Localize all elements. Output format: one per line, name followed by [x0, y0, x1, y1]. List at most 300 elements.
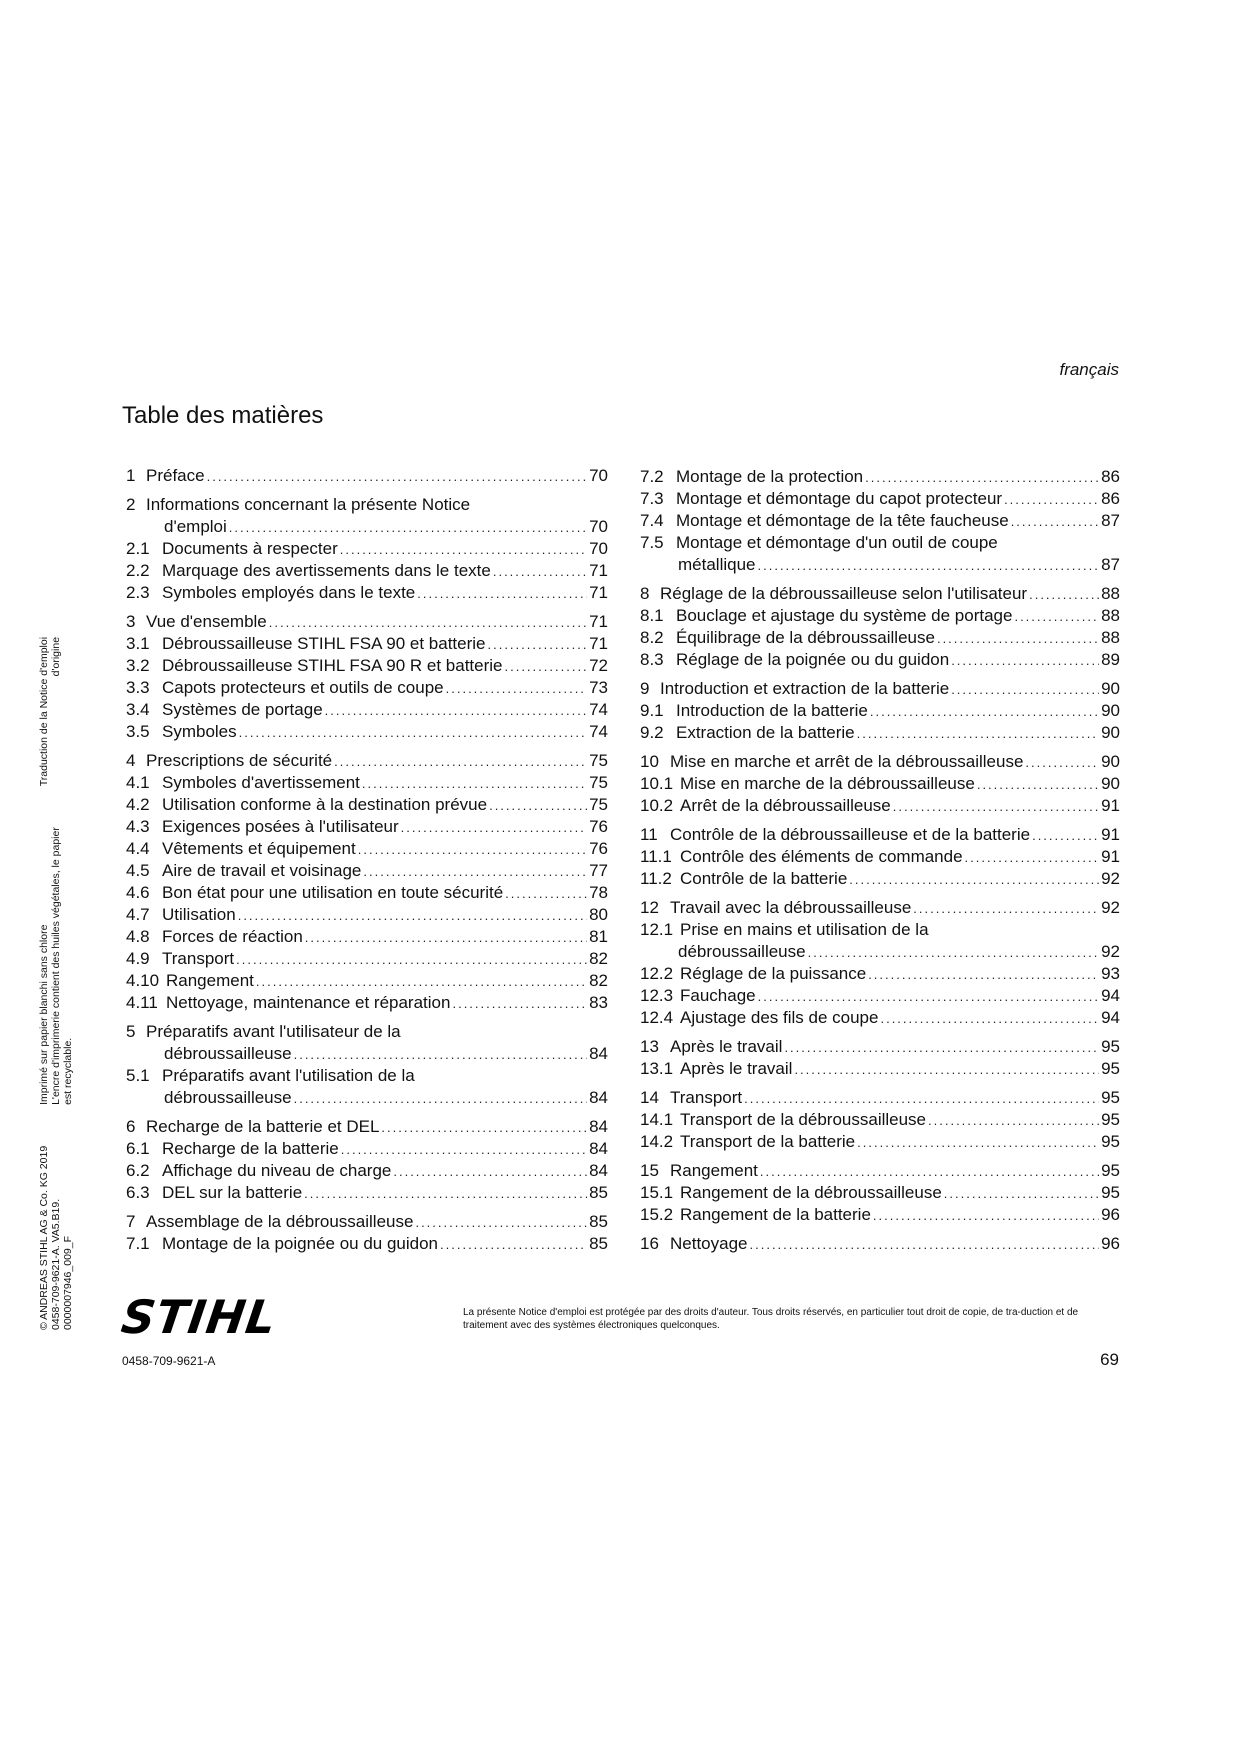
toc-entry-line — [126, 838, 608, 860]
toc-entry — [640, 1109, 1120, 1131]
page-title: Table des matières — [122, 402, 324, 429]
toc-number: 4.9 — [126, 949, 150, 968]
toc-number: 2.2 — [126, 561, 150, 580]
toc-page-number: 70 — [589, 539, 608, 558]
toc-number: 8.2 — [640, 628, 664, 647]
toc-entry-line — [640, 985, 1120, 1007]
toc-number: 10.1 — [640, 774, 674, 793]
toc-entry-line — [126, 560, 608, 582]
toc-entry — [640, 963, 1120, 985]
toc-title: Recharge de la batterie — [162, 1139, 339, 1158]
toc-page-number: 93 — [1101, 964, 1120, 983]
toc-chapter — [640, 1160, 1120, 1182]
toc-chapter — [126, 750, 608, 772]
toc-entry-line — [126, 538, 608, 560]
toc-leader-dots — [415, 1213, 587, 1233]
toc-title: Assemblage de la débroussailleuse — [146, 1212, 414, 1231]
toc-entry-line — [640, 466, 1120, 488]
toc-entry-line — [640, 1087, 1120, 1109]
toc-entry-line — [640, 1233, 1120, 1255]
toc-entry-line — [640, 1182, 1120, 1204]
toc-title: Débroussailleuse STIHL FSA 90 et batterie — [162, 634, 486, 653]
toc-page-number: 85 — [589, 1183, 608, 1202]
toc-title: Après le travail — [670, 1037, 783, 1056]
toc-entry-line — [126, 1182, 608, 1204]
toc-entry-line — [640, 795, 1120, 817]
toc-entry-line — [126, 1087, 608, 1109]
toc-entry-line — [126, 992, 608, 1014]
toc-page-number: 70 — [589, 517, 608, 536]
toc-page-number: 86 — [1101, 489, 1120, 508]
toc-chapter — [126, 465, 608, 487]
toc-title: Réglage de la poignée ou du guidon — [676, 650, 950, 669]
sidebar-line: Imprimé sur papier blanchi sans chlore — [38, 924, 50, 1105]
toc-number: 11.1 — [640, 847, 672, 866]
toc-entry-line — [640, 583, 1120, 605]
toc-title: Bouclage et ajustage du système de portage — [676, 606, 1013, 625]
toc-entry — [126, 1233, 608, 1255]
toc-entry-line — [640, 678, 1120, 700]
toc-title: Rangement — [166, 971, 254, 990]
toc-entry — [126, 794, 608, 816]
toc-entry — [640, 1007, 1120, 1029]
toc-chapter — [640, 678, 1120, 700]
toc-page-number: 87 — [1101, 511, 1120, 530]
toc-entry — [126, 904, 608, 926]
toc-page-number: 84 — [589, 1044, 608, 1063]
toc-entry-line — [640, 700, 1120, 722]
toc-entry — [640, 700, 1120, 722]
toc-leader-dots — [1004, 490, 1099, 510]
toc-leader-dots — [744, 1089, 1099, 1109]
toc-title: Préface — [146, 466, 205, 485]
toc-number: 1 — [126, 466, 136, 485]
toc-leader-dots — [304, 1184, 587, 1204]
toc-number: 4.8 — [126, 927, 150, 946]
toc-entry-line — [126, 1160, 608, 1182]
toc-leader-dots — [489, 796, 587, 816]
toc-left-column — [126, 465, 608, 1255]
toc-entry-line — [126, 465, 608, 487]
toc-title: Vêtements et équipement — [162, 839, 356, 858]
toc-right-column — [640, 466, 1120, 1255]
toc-title: Montage et démontage du capot protecteur — [676, 489, 1003, 508]
toc-leader-dots — [880, 1009, 1099, 1029]
toc-number: 8.3 — [640, 650, 664, 669]
toc-number: 14 — [640, 1088, 659, 1107]
toc-leader-dots — [393, 1162, 587, 1182]
toc-leader-dots — [849, 870, 1099, 890]
toc-leader-dots — [794, 1060, 1099, 1080]
toc-page-number: 76 — [589, 817, 608, 836]
toc-entry — [126, 582, 608, 604]
toc-page-number: 85 — [589, 1212, 608, 1231]
toc-entry — [126, 838, 608, 860]
toc-leader-dots — [340, 540, 587, 560]
toc-page-number: 95 — [1101, 1110, 1120, 1129]
toc-entry-line — [640, 773, 1120, 795]
toc-chapter — [640, 824, 1120, 846]
toc-chapter — [640, 583, 1120, 605]
toc-entry-line — [640, 846, 1120, 868]
toc-entry-line — [640, 919, 1120, 941]
toc-title: Transport — [162, 949, 235, 968]
toc-title: Extraction de la batterie — [676, 723, 855, 742]
toc-title: Ajustage des fils de coupe — [680, 1008, 879, 1027]
toc-entry-line — [126, 516, 608, 538]
toc-number: 3.4 — [126, 700, 150, 719]
toc-page-number: 75 — [589, 795, 608, 814]
toc-page-number: 82 — [589, 971, 608, 990]
toc-number: 6.2 — [126, 1161, 150, 1180]
toc-entry-line — [126, 1211, 608, 1233]
toc-page-number: 91 — [1101, 825, 1120, 844]
toc-entry — [640, 488, 1120, 510]
toc-leader-dots — [868, 965, 1099, 985]
toc-entry — [126, 633, 608, 655]
toc-number: 13.1 — [640, 1059, 674, 1078]
toc-entry — [126, 560, 608, 582]
toc-title: Nettoyage — [670, 1234, 748, 1253]
toc-title: Introduction de la batterie — [676, 701, 868, 720]
toc-entry-line — [126, 948, 608, 970]
toc-leader-dots — [893, 797, 1099, 817]
toc-entry — [640, 985, 1120, 1007]
toc-number: 9.1 — [640, 701, 664, 720]
toc-title: Montage et démontage d'un outil de coupe — [676, 533, 998, 552]
toc-entry — [640, 722, 1120, 744]
toc-leader-dots — [401, 818, 587, 838]
toc-entry-line — [126, 1116, 608, 1138]
toc-title-continued: métallique — [678, 555, 756, 574]
toc-entry-line — [126, 882, 608, 904]
toc-title: Prise en mains et utilisation de la — [680, 920, 929, 939]
toc-entry-line — [126, 494, 608, 516]
toc-title: Rangement de la débroussailleuse — [680, 1183, 942, 1202]
toc-page-number: 71 — [589, 583, 608, 602]
toc-number: 8 — [640, 584, 650, 603]
toc-entry — [126, 1065, 608, 1109]
toc-number: 13 — [640, 1037, 659, 1056]
toc-chapter — [640, 751, 1120, 773]
toc-number: 4.2 — [126, 795, 150, 814]
toc-entry-line — [640, 510, 1120, 532]
toc-number: 10.2 — [640, 796, 674, 815]
toc-leader-dots — [487, 635, 587, 655]
toc-entry-line — [126, 582, 608, 604]
toc-entry — [640, 510, 1120, 532]
toc-title: Réglage de la puissance — [680, 964, 867, 983]
toc-leader-dots — [873, 1206, 1099, 1226]
toc-number: 5 — [126, 1022, 136, 1041]
toc-leader-dots — [944, 1184, 1099, 1204]
toc-page-number: 74 — [589, 722, 608, 741]
toc-leader-dots — [977, 775, 1099, 795]
toc-entry-line — [126, 1233, 608, 1255]
toc-leader-dots — [760, 1162, 1099, 1182]
toc-title: Transport de la débroussailleuse — [680, 1110, 927, 1129]
toc-page-number: 76 — [589, 839, 608, 858]
toc-page-number: 73 — [589, 678, 608, 697]
toc-entry — [126, 926, 608, 948]
toc-entry-line — [640, 941, 1120, 963]
toc-title: Mise en marche de la débroussailleuse — [680, 774, 975, 793]
toc-entry-line — [126, 1043, 608, 1065]
sidebar-line: d'origine — [50, 636, 62, 677]
toc-entry-line — [640, 1109, 1120, 1131]
toc-leader-dots — [305, 928, 587, 948]
toc-entry-line — [126, 655, 608, 677]
toc-title: Informations concernant la présente Notice — [146, 495, 471, 514]
copyright-notice: La présente Notice d'emploi est protégée par des droits d'auteur. Tous droits réservés, en particulier tout droit de copie, de tra-duction et de traitement avec des systèmes électroniques quelconques. — [463, 1307, 1079, 1331]
toc-leader-dots — [1025, 753, 1099, 773]
toc-entry-line — [126, 1138, 608, 1160]
toc-title: Aire de travail et voisinage — [162, 861, 362, 880]
toc-page-number: 90 — [1101, 774, 1120, 793]
sidebar-paper-note — [38, 827, 74, 1105]
toc-title: Montage et démontage de la tête faucheuse — [676, 511, 1009, 530]
toc-entry — [640, 846, 1120, 868]
toc-number: 6.1 — [126, 1139, 150, 1158]
toc-leader-dots — [207, 467, 587, 487]
toc-number: 12.3 — [640, 986, 674, 1005]
toc-entry-line — [640, 554, 1120, 576]
toc-entry — [126, 655, 608, 677]
toc-number: 8.1 — [640, 606, 664, 625]
toc-number: 4.11 — [126, 993, 158, 1012]
toc-leader-dots — [362, 774, 587, 794]
toc-leader-dots — [294, 1089, 587, 1109]
toc-title: Fauchage — [680, 986, 756, 1005]
toc-entry — [640, 868, 1120, 890]
toc-entry-line — [126, 677, 608, 699]
toc-entry — [126, 677, 608, 699]
toc-entry-line — [640, 649, 1120, 671]
toc-leader-dots — [493, 562, 587, 582]
toc-page-number: 75 — [589, 751, 608, 770]
toc-title: Après le travail — [680, 1059, 793, 1078]
toc-chapter — [126, 494, 608, 538]
toc-page-number: 94 — [1101, 1008, 1120, 1027]
toc-entry — [640, 466, 1120, 488]
toc-title: Préparatifs avant l'utilisation de la — [162, 1066, 415, 1085]
toc-leader-dots — [505, 884, 587, 904]
toc-page-number: 80 — [589, 905, 608, 924]
toc-page-number: 84 — [589, 1117, 608, 1136]
sidebar-translation-note — [38, 637, 62, 786]
toc-leader-dots — [358, 840, 587, 860]
toc-page-number: 74 — [589, 700, 608, 719]
sidebar-line: L'encre d'imprimerie contient des huiles végétales, le papier — [50, 827, 62, 1105]
toc-entry-line — [126, 904, 608, 926]
sidebar-line: est recyclable. — [62, 1037, 74, 1105]
toc-entry — [126, 538, 608, 560]
toc-number: 14.2 — [640, 1132, 674, 1151]
toc-entry-line — [126, 611, 608, 633]
sidebar-line: 0000007946_009_F — [62, 1235, 74, 1330]
toc-title: Montage de la protection — [676, 467, 864, 486]
toc-leader-dots — [870, 702, 1099, 722]
toc-entry-line — [126, 699, 608, 721]
toc-title: Préparatifs avant l'utilisateur de la — [146, 1022, 401, 1041]
toc-page-number: 71 — [589, 561, 608, 580]
toc-title: Marquage des avertissements dans le texte — [162, 561, 491, 580]
toc-page-number: 94 — [1101, 986, 1120, 1005]
stihl-logo: STIHL — [118, 1290, 281, 1344]
toc-leader-dots — [937, 629, 1099, 649]
toc-entry — [126, 948, 608, 970]
toc-page-number: 81 — [589, 927, 608, 946]
toc-entry — [640, 605, 1120, 627]
toc-number: 9.2 — [640, 723, 664, 742]
toc-leader-dots — [229, 518, 587, 538]
toc-leader-dots — [504, 657, 587, 677]
toc-chapter — [126, 611, 608, 633]
toc-page-number: 85 — [589, 1234, 608, 1253]
toc-number: 10 — [640, 752, 659, 771]
toc-number: 2.1 — [126, 539, 150, 558]
toc-page-number: 78 — [589, 883, 608, 902]
toc-title: Prescriptions de sécurité — [146, 751, 333, 770]
toc-page-number: 70 — [589, 466, 608, 485]
toc-number: 7.5 — [640, 533, 664, 552]
toc-page-number: 92 — [1101, 898, 1120, 917]
language-label: français — [1059, 360, 1119, 379]
toc-number: 2 — [126, 495, 136, 514]
toc-page-number: 71 — [589, 612, 608, 631]
toc-entry-line — [640, 605, 1120, 627]
toc-page-number: 83 — [589, 993, 608, 1012]
toc-entry-line — [640, 1160, 1120, 1182]
toc-page-number: 95 — [1101, 1088, 1120, 1107]
sidebar-vertical-text — [38, 599, 74, 1330]
toc-title: Travail avec la débroussailleuse — [670, 898, 912, 917]
toc-title: Symboles employés dans le texte — [162, 583, 416, 602]
toc-chapter — [640, 1233, 1120, 1255]
toc-leader-dots — [857, 724, 1099, 744]
toc-chapter — [640, 1036, 1120, 1058]
toc-number: 12.2 — [640, 964, 674, 983]
toc-page-number: 88 — [1101, 584, 1120, 603]
toc-entry — [640, 919, 1120, 963]
toc-entry — [126, 882, 608, 904]
toc-title: Utilisation — [162, 905, 236, 924]
toc-title: Nettoyage, maintenance et réparation — [166, 993, 451, 1012]
toc-number: 3.2 — [126, 656, 150, 675]
toc-leader-dots — [256, 972, 587, 992]
toc-page-number: 95 — [1101, 1059, 1120, 1078]
toc-title: Symboles — [162, 722, 237, 741]
toc-entry-line — [640, 532, 1120, 554]
toc-number: 4.3 — [126, 817, 150, 836]
toc-page-number: 84 — [589, 1139, 608, 1158]
toc-chapter — [126, 1211, 608, 1233]
toc-number: 4.1 — [126, 773, 150, 792]
toc-leader-dots — [865, 468, 1099, 488]
document-number: 0458-709-9621-A — [122, 1354, 216, 1368]
toc-leader-dots — [238, 906, 587, 926]
toc-number: 11 — [640, 825, 658, 844]
toc-number: 7.4 — [640, 511, 664, 530]
toc-page-number: 95 — [1101, 1183, 1120, 1202]
toc-title: Équilibrage de la débroussailleuse — [676, 628, 935, 647]
toc-title: Utilisation conforme à la destination prévue — [162, 795, 488, 814]
toc-page-number: 87 — [1101, 555, 1120, 574]
toc-page-number: 90 — [1101, 679, 1120, 698]
toc-title: Bon état pour une utilisation en toute sécurité — [162, 883, 504, 902]
toc-number: 15.1 — [640, 1183, 674, 1202]
toc-entry-line — [640, 868, 1120, 890]
toc-title-continued: débroussailleuse — [678, 942, 806, 961]
sidebar-line: 0458-709-9621-A. VA5.B19. — [50, 1198, 62, 1330]
toc-entry-line — [126, 772, 608, 794]
toc-entry-line — [640, 1036, 1120, 1058]
toc-title-continued: d'emploi — [164, 517, 227, 536]
toc-page-number: 91 — [1101, 847, 1120, 866]
toc-page-number: 92 — [1101, 942, 1120, 961]
toc-number: 16 — [640, 1234, 659, 1253]
toc-leader-dots — [1029, 585, 1099, 605]
toc-number: 15.2 — [640, 1205, 674, 1224]
sidebar-line: © ANDREAS STIHL AG & Co. KG 2019 — [38, 1145, 50, 1330]
toc-entry — [126, 1182, 608, 1204]
toc-leader-dots — [334, 752, 587, 772]
toc-number: 3.5 — [126, 722, 150, 741]
toc-page-number: 96 — [1101, 1234, 1120, 1253]
toc-entry — [640, 1058, 1120, 1080]
toc-leader-dots — [928, 1111, 1099, 1131]
toc-leader-dots — [269, 613, 587, 633]
toc-title: Systèmes de portage — [162, 700, 323, 719]
toc-chapter — [640, 1087, 1120, 1109]
toc-leader-dots — [1032, 826, 1099, 846]
toc-leader-dots — [965, 848, 1100, 868]
page-number: 69 — [1100, 1350, 1119, 1369]
toc-leader-dots — [440, 1235, 587, 1255]
toc-number: 6.3 — [126, 1183, 150, 1202]
toc-entry-line — [640, 488, 1120, 510]
toc-leader-dots — [808, 943, 1099, 963]
toc-entry-line — [640, 722, 1120, 744]
toc-leader-dots — [294, 1045, 587, 1065]
toc-entry-line — [640, 824, 1120, 846]
toc-number: 4.4 — [126, 839, 150, 858]
toc-title: Capots protecteurs et outils de coupe — [162, 678, 444, 697]
toc-title: Arrêt de la débroussailleuse — [680, 796, 891, 815]
toc-number: 9 — [640, 679, 650, 698]
toc-entry-line — [640, 627, 1120, 649]
toc-entry-line — [640, 1007, 1120, 1029]
toc-page-number: 84 — [589, 1161, 608, 1180]
toc-leader-dots — [758, 556, 1100, 576]
toc-number: 7.3 — [640, 489, 664, 508]
toc-entry — [126, 721, 608, 743]
toc-number: 2.3 — [126, 583, 150, 602]
toc-page-number: 72 — [589, 656, 608, 675]
toc-entry-line — [640, 751, 1120, 773]
toc-title: Documents à respecter — [162, 539, 338, 558]
toc-title-continued: débroussailleuse — [164, 1088, 292, 1107]
toc-title: Réglage de la débroussailleuse selon l'utilisateur — [660, 584, 1028, 603]
toc-number: 3 — [126, 612, 136, 631]
toc-entry — [640, 627, 1120, 649]
toc-page-number: 95 — [1101, 1037, 1120, 1056]
toc-page-number: 89 — [1101, 650, 1120, 669]
toc-page-number: 90 — [1101, 723, 1120, 742]
toc-title: Transport — [670, 1088, 743, 1107]
toc-number: 4.10 — [126, 971, 160, 990]
toc-page-number: 95 — [1101, 1161, 1120, 1180]
